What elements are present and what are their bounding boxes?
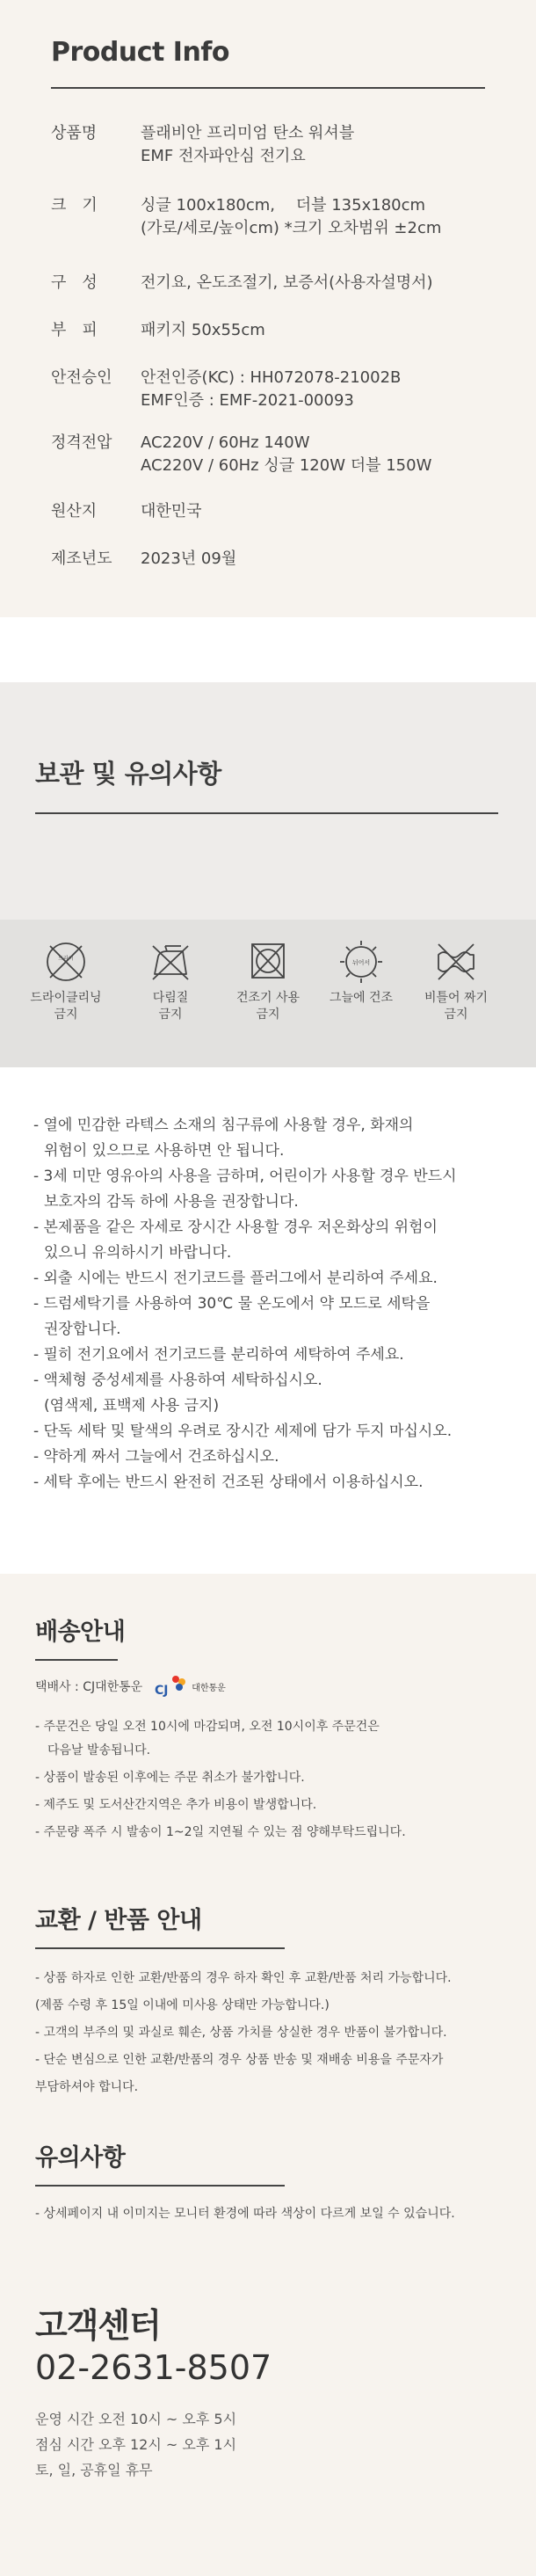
- shipping-note: - 제주도 및 도서산간지역은 추가 비용이 발생합니다.: [35, 1798, 317, 1812]
- care-note: [33, 1368, 536, 1419]
- shipping-note: - 주문량 폭주 시 발송이 1~2일 지연될 수 있는 점 양해부탁드립니다.: [35, 1825, 406, 1839]
- hours-line: 점심 시간 오후 12시 ~ 오후 1시: [35, 2436, 237, 2453]
- info-value-line: EMF인증 : EMF-2021-00093: [141, 391, 354, 410]
- care-item-wringing: [408, 939, 504, 1023]
- care-note: [33, 1470, 536, 1495]
- icon-caption: 드라이: [58, 956, 74, 962]
- shipping-divider: [35, 1659, 118, 1661]
- shipping-note: - 주문건은 당일 오전 10시에 마감되며, 오전 10시이후 주문건은: [35, 1720, 380, 1734]
- info-label: 안전승인: [51, 368, 112, 387]
- store-policy-section: [0, 1574, 536, 2576]
- care-note-line: - 단독 세탁 및 탈색의 우려로 장시간 세제에 담가 두지 마십시오.: [33, 1423, 453, 1440]
- info-row-origin: [51, 500, 485, 523]
- care-item-tumble-dry: [220, 939, 316, 1023]
- info-row-certification: [51, 367, 485, 412]
- no-ironing-icon: [146, 939, 195, 985]
- care-note-line: - 필히 전기요에서 전기코드를 분리하여 세탁하여 주세요.: [33, 1346, 404, 1364]
- care-note: [33, 1215, 536, 1266]
- shipping-title: 배송안내: [35, 1619, 126, 1646]
- care-note-line: 있으니 유의하시기 바랍니다.: [44, 1244, 232, 1262]
- courier-row: [35, 1673, 536, 1699]
- care-label-line: 다림질: [152, 991, 189, 1005]
- no-dry-cleaning-icon: [41, 939, 91, 985]
- dry-in-shade-icon: [337, 939, 386, 985]
- icon-caption: 뉘어서: [351, 959, 371, 966]
- info-value-line: AC220V / 60Hz 싱글 120W 더블 150W: [141, 456, 432, 475]
- care-note: [33, 1266, 536, 1292]
- info-value: [141, 272, 485, 295]
- info-value: [141, 319, 485, 342]
- info-value-line: AC220V / 60Hz 140W: [141, 433, 310, 452]
- care-item-shade-dry: [313, 939, 409, 1007]
- cj-logo-subtext: 대한통운: [192, 1683, 226, 1693]
- info-value-line: 싱글 100x180cm, 더블 135x180cm: [141, 196, 426, 215]
- customer-center-hours: [35, 2406, 536, 2483]
- care-note: [33, 1164, 536, 1215]
- shipping-note: 다음날 발송됩니다.: [47, 1743, 151, 1757]
- section-spacer: [0, 617, 536, 682]
- customer-center-title: 고객센터: [35, 2306, 161, 2345]
- info-value: [141, 194, 485, 240]
- care-note-line: - 드럼세탁기를 사용하여 30℃ 물 온도에서 약 모드로 세탁을: [33, 1295, 431, 1313]
- care-note: [33, 1444, 536, 1470]
- info-row-volume: [51, 319, 485, 342]
- info-row-name: [51, 122, 485, 168]
- care-divider: [35, 812, 498, 814]
- cj-logo: [153, 1673, 226, 1699]
- info-value: [141, 367, 485, 412]
- info-value-line: 안전인증(KC) : HH072078-21002B: [141, 368, 402, 387]
- exchange-divider: [35, 1947, 285, 1949]
- care-label-line: 그늘에 건조: [329, 991, 394, 1005]
- care-note-line: - 외출 시에는 반드시 전기코드를 플러그에서 분리하여 주세요.: [33, 1270, 438, 1287]
- hours-line: 운영 시간 오전 10시 ~ 오후 5시: [35, 2411, 237, 2427]
- care-note-line: - 약하게 짜서 그늘에서 건조하십시오.: [33, 1448, 279, 1466]
- exchange-title: 교환 / 반품 안내: [35, 1907, 202, 1934]
- care-note-line: - 3세 미만 영유아의 사용을 금하며, 어린이가 사용할 경우 반드시: [33, 1168, 457, 1185]
- info-value: [141, 122, 485, 168]
- info-value-line: EMF 전자파안심 전기요: [141, 147, 306, 165]
- care-item-dry-cleaning: [18, 939, 114, 1023]
- exchange-note: 부담하셔야 합니다.: [35, 2080, 139, 2094]
- care-note-line: - 액체형 중성세제를 사용하여 세탁하십시오.: [33, 1372, 322, 1389]
- info-label: 상품명: [51, 124, 98, 142]
- shipping-note: - 상품이 발송된 이후에는 주문 취소가 불가합니다.: [35, 1771, 305, 1785]
- care-label-line: 금지: [444, 1008, 468, 1022]
- care-label-line: 금지: [158, 1008, 183, 1022]
- care-item-label: [220, 990, 316, 1023]
- care-note-line: - 세탁 후에는 반드시 완전히 건조된 상태에서 이용하십시오.: [33, 1474, 424, 1491]
- info-value: [141, 432, 485, 477]
- info-label: 제조년도: [51, 549, 112, 568]
- title-divider: [51, 87, 485, 89]
- caution-divider: [35, 2185, 285, 2187]
- care-note-line: 위험이 있으므로 사용하면 안 됩니다.: [44, 1142, 285, 1160]
- info-label: 크 기: [51, 196, 98, 215]
- exchange-note: - 상품 하자로 인한 교환/반품의 경우 하자 확인 후 교환/반품 처리 가능합니다.: [35, 1971, 452, 1985]
- care-item-label: [18, 990, 114, 1023]
- care-item-label: [122, 990, 219, 1023]
- care-icons-band: [0, 920, 536, 1067]
- info-value: [141, 548, 485, 571]
- care-item-ironing: [122, 939, 219, 1023]
- info-label: 구 성: [51, 273, 98, 292]
- care-note: [33, 1292, 536, 1343]
- cj-logo-icon: [153, 1673, 188, 1699]
- no-tumble-dry-icon: [243, 939, 293, 985]
- exchange-note: - 단순 변심으로 인한 교환/반품의 경우 상품 반송 및 재배송 비용을 주문자가: [35, 2053, 444, 2067]
- care-note-line: 권장합니다.: [44, 1321, 121, 1338]
- info-value: [141, 500, 485, 523]
- info-value-line: 2023년 09월: [141, 549, 237, 568]
- care-notes-section: [0, 1067, 536, 1574]
- care-label-line: 드라이클리닝: [30, 991, 102, 1005]
- care-label-line: 건조기 사용: [235, 991, 301, 1005]
- care-note-line: - 열에 민감한 라텍스 소재의 침구류에 사용할 경우, 화재의: [33, 1117, 414, 1134]
- care-note: [33, 1419, 536, 1444]
- info-row-year: [51, 548, 485, 571]
- info-value-line: 패키지 50x55cm: [141, 321, 265, 339]
- cj-logo-text: CJ: [155, 1684, 169, 1698]
- info-value-line: 플래비안 프리미엄 탄소 워셔블: [141, 124, 355, 142]
- care-note: [33, 1113, 536, 1164]
- info-label: 원산지: [51, 502, 98, 520]
- info-row-size: [51, 194, 485, 240]
- caution-notes: [35, 2202, 536, 2226]
- care-label-line: 금지: [54, 1008, 78, 1022]
- exchange-notes: [35, 1967, 536, 2099]
- care-header-section: [0, 682, 536, 920]
- care-note: [33, 1343, 536, 1368]
- info-value-line: 대한민국: [141, 502, 202, 520]
- care-title: 보관 및 유의사항: [35, 759, 221, 789]
- care-item-label: [313, 990, 409, 1007]
- info-value-line: (가로/세로/높이cm) *크기 오차범위 ±2cm: [141, 219, 442, 237]
- caution-note: - 상세페이지 내 이미지는 모니터 환경에 따라 색상이 다르게 보일 수 있습니다.: [35, 2207, 455, 2221]
- care-note-line: (염색제, 표백제 사용 금지): [44, 1397, 220, 1415]
- courier-label: 택배사 : CJ대한통운: [35, 1680, 143, 1694]
- care-note-line: 보호자의 감독 하에 사용을 권장합니다.: [44, 1193, 299, 1211]
- care-item-label: [408, 990, 504, 1023]
- no-wringing-icon: [431, 939, 481, 985]
- care-note-line: - 본제품을 같은 자세로 장시간 사용할 경우 저온화상의 위험이: [33, 1219, 438, 1236]
- product-info-section: [0, 0, 536, 617]
- exchange-note: (제품 수령 후 15일 이내에 미사용 상태만 가능합니다.): [35, 1998, 330, 2012]
- care-label-line: 비틀어 짜기: [424, 991, 489, 1005]
- info-label: 부 피: [51, 321, 98, 339]
- info-label: 정격전압: [51, 433, 112, 452]
- hours-line: 토, 일, 공휴일 휴무: [35, 2462, 153, 2478]
- exchange-note: - 고객의 부주의 및 과실로 훼손, 상품 가치를 상실한 경우 반품이 불가합니다.: [35, 2026, 447, 2040]
- care-label-line: 금지: [256, 1008, 280, 1022]
- customer-center-phone: 02-2631-8507: [35, 2348, 272, 2387]
- product-info-title: Product Info: [51, 37, 229, 68]
- shipping-notes: [35, 1715, 536, 1845]
- info-row-components: [51, 272, 485, 295]
- info-value-line: 전기요, 온도조절기, 보증서(사용자설명서): [141, 273, 433, 292]
- info-row-voltage: [51, 432, 485, 477]
- caution-title: 유의사항: [35, 2144, 126, 2172]
- customer-center: [35, 2298, 536, 2483]
